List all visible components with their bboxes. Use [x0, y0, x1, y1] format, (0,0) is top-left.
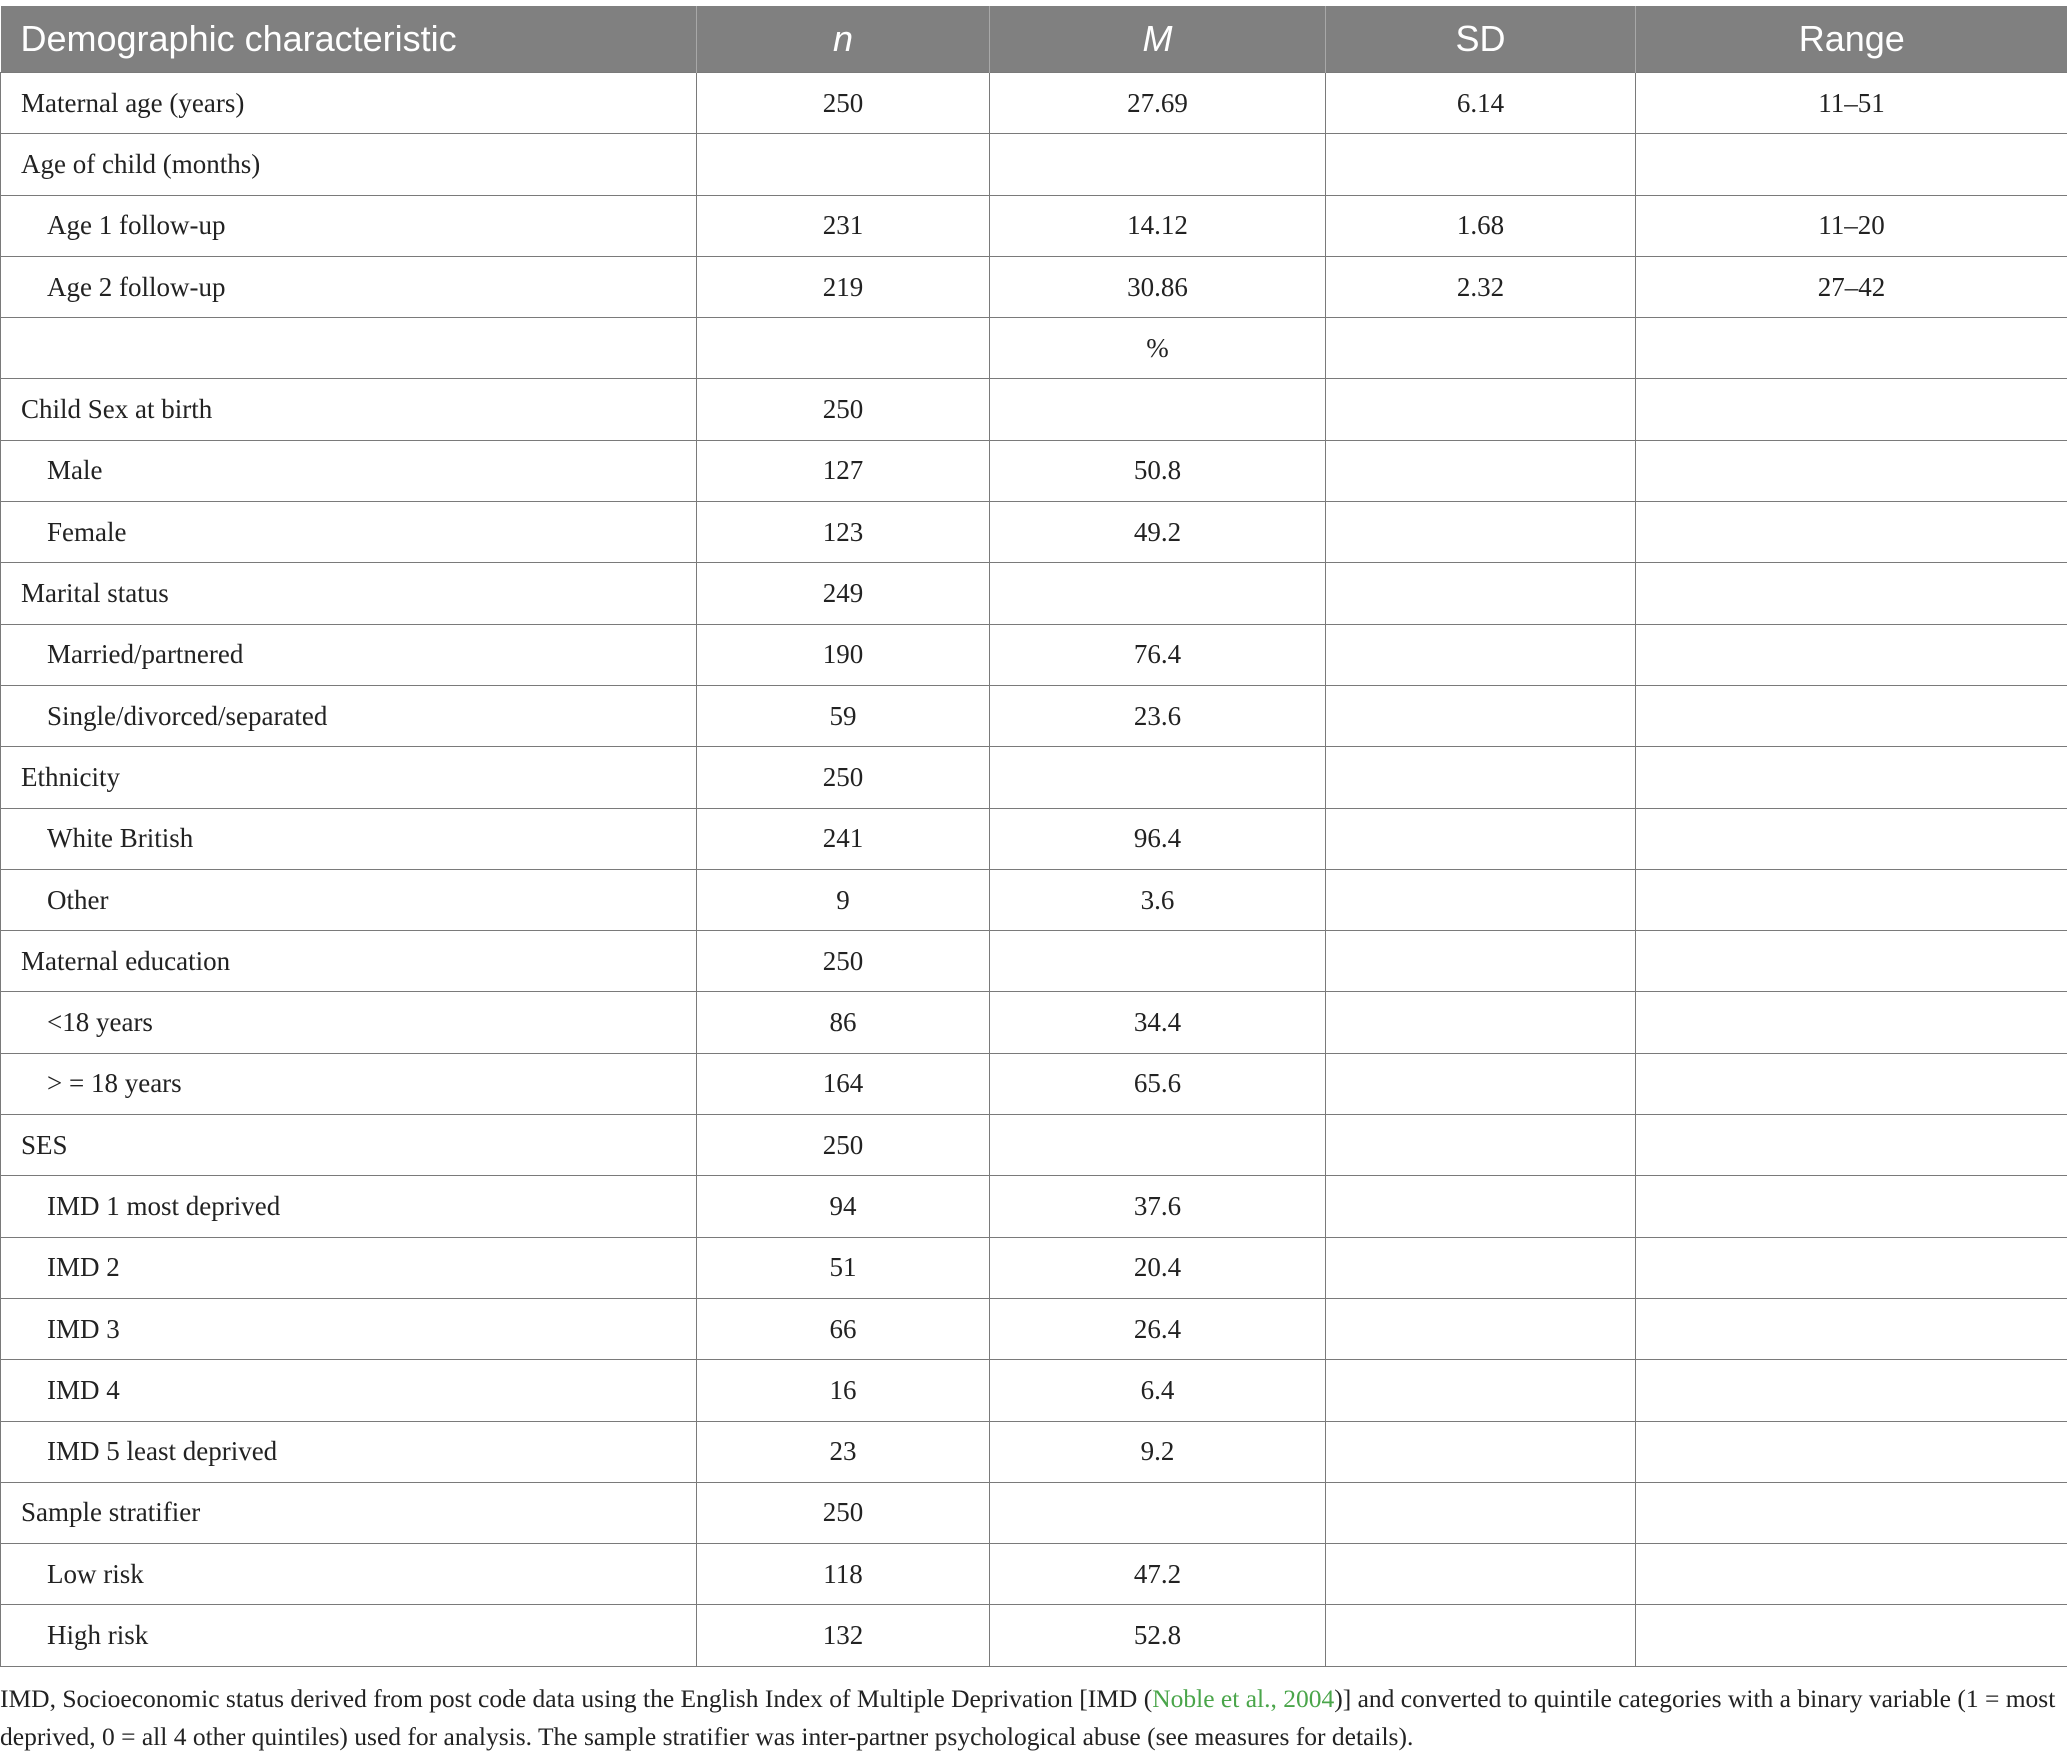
cell-mean: 3.6	[990, 869, 1326, 930]
row-label	[1, 318, 697, 379]
cell-sd	[1326, 440, 1636, 501]
row-label: Low risk	[1, 1544, 697, 1605]
cell-range	[1636, 1482, 2067, 1543]
cell-mean	[990, 379, 1326, 440]
row-label: <18 years	[1, 992, 697, 1053]
cell-sd	[1326, 992, 1636, 1053]
cell-sd	[1326, 931, 1636, 992]
footnote-text-before: IMD, Socioeconomic status derived from post code data using the English Index of Multiple Deprivation [IMD (	[0, 1684, 1153, 1713]
row-label: Male	[1, 440, 697, 501]
row-label: SES	[1, 1115, 697, 1176]
cell-sd	[1326, 1421, 1636, 1482]
cell-mean	[990, 563, 1326, 624]
cell-range	[1636, 379, 2067, 440]
header-mean: M	[990, 6, 1326, 73]
header-n: n	[697, 6, 990, 73]
table-row	[1, 931, 2067, 992]
cell-mean: 30.86	[990, 256, 1326, 317]
cell-mean: 76.4	[990, 624, 1326, 685]
row-label: Maternal age (years)	[1, 73, 697, 134]
cell-range	[1636, 318, 2067, 379]
table-row	[1, 1360, 2067, 1421]
cell-sd	[1326, 624, 1636, 685]
cell-range: 27–42	[1636, 256, 2067, 317]
row-label: IMD 5 least deprived	[1, 1421, 697, 1482]
cell-range: 11–51	[1636, 73, 2067, 134]
table-row	[1, 808, 2067, 869]
cell-n: 250	[697, 73, 990, 134]
row-label: Age of child (months)	[1, 134, 697, 195]
cell-sd	[1326, 502, 1636, 563]
cell-n: 51	[697, 1237, 990, 1298]
cell-n: 250	[697, 1482, 990, 1543]
row-label: > = 18 years	[1, 1053, 697, 1114]
cell-mean: 96.4	[990, 808, 1326, 869]
row-label: IMD 2	[1, 1237, 697, 1298]
cell-range	[1636, 747, 2067, 808]
cell-n: 231	[697, 195, 990, 256]
cell-n: 250	[697, 1115, 990, 1176]
cell-range	[1636, 1605, 2067, 1666]
cell-range	[1636, 624, 2067, 685]
cell-mean: 26.4	[990, 1298, 1326, 1359]
row-label: Single/divorced/separated	[1, 685, 697, 746]
cell-sd	[1326, 1544, 1636, 1605]
cell-n: 190	[697, 624, 990, 685]
table-row	[1, 379, 2067, 440]
row-label: IMD 4	[1, 1360, 697, 1421]
cell-range	[1636, 502, 2067, 563]
table-row	[1, 134, 2067, 195]
cell-sd	[1326, 869, 1636, 930]
row-label: Other	[1, 869, 697, 930]
row-label: High risk	[1, 1605, 697, 1666]
cell-range	[1636, 685, 2067, 746]
cell-mean: 14.12	[990, 195, 1326, 256]
cell-range	[1636, 931, 2067, 992]
cell-sd	[1326, 134, 1636, 195]
table-row	[1, 1421, 2067, 1482]
cell-mean: 23.6	[990, 685, 1326, 746]
demographics-table	[0, 6, 2067, 1667]
cell-n: 23	[697, 1421, 990, 1482]
cell-mean	[990, 931, 1326, 992]
cell-n: 127	[697, 440, 990, 501]
cell-n: 250	[697, 379, 990, 440]
footnote-reference-link[interactable]: Noble et al., 2004	[1152, 1684, 1335, 1713]
row-label: Child Sex at birth	[1, 379, 697, 440]
cell-n: 219	[697, 256, 990, 317]
cell-sd	[1326, 1605, 1636, 1666]
cell-mean: 52.8	[990, 1605, 1326, 1666]
cell-range	[1636, 808, 2067, 869]
cell-sd	[1326, 1053, 1636, 1114]
cell-range	[1636, 1360, 2067, 1421]
row-label: Age 1 follow-up	[1, 195, 697, 256]
table-row	[1, 992, 2067, 1053]
cell-sd: 6.14	[1326, 73, 1636, 134]
cell-mean: 9.2	[990, 1421, 1326, 1482]
table-row	[1, 440, 2067, 501]
table-row	[1, 73, 2067, 134]
table-row	[1, 1237, 2067, 1298]
footnote-text-after: )] and converted to quintile categories with a binary variable (1 = most deprived, 0 = all 4 other quintiles) used for analysis. The sample stratifier was inter-partner psychological abuse (see measures for details).	[0, 1684, 2056, 1751]
cell-n	[697, 134, 990, 195]
cell-range	[1636, 1544, 2067, 1605]
table-row	[1, 1053, 2067, 1114]
cell-n	[697, 318, 990, 379]
cell-range	[1636, 1115, 2067, 1176]
cell-sd	[1326, 563, 1636, 624]
table-footnote	[0, 1680, 2067, 1756]
cell-n: 94	[697, 1176, 990, 1237]
cell-mean: 27.69	[990, 73, 1326, 134]
header-demographic-characteristic: Demographic characteristic	[1, 6, 697, 73]
cell-range	[1636, 992, 2067, 1053]
cell-n: 250	[697, 747, 990, 808]
cell-range	[1636, 1053, 2067, 1114]
cell-sd	[1326, 1237, 1636, 1298]
table-row	[1, 1482, 2067, 1543]
cell-mean: 65.6	[990, 1053, 1326, 1114]
cell-n: 66	[697, 1298, 990, 1359]
cell-sd: 2.32	[1326, 256, 1636, 317]
cell-mean: 20.4	[990, 1237, 1326, 1298]
row-label: Age 2 follow-up	[1, 256, 697, 317]
table-row	[1, 1544, 2067, 1605]
cell-mean: %	[990, 318, 1326, 379]
row-label: Maternal education	[1, 931, 697, 992]
table-row	[1, 624, 2067, 685]
cell-range	[1636, 1237, 2067, 1298]
table-row	[1, 563, 2067, 624]
table-row	[1, 1298, 2067, 1359]
table-header-row	[1, 6, 2067, 73]
cell-sd	[1326, 1482, 1636, 1543]
cell-mean	[990, 747, 1326, 808]
table-row	[1, 685, 2067, 746]
cell-n: 241	[697, 808, 990, 869]
cell-sd	[1326, 808, 1636, 869]
cell-sd	[1326, 1298, 1636, 1359]
cell-sd	[1326, 1115, 1636, 1176]
cell-mean	[990, 1482, 1326, 1543]
cell-n: 249	[697, 563, 990, 624]
table-row	[1, 318, 2067, 379]
cell-n: 59	[697, 685, 990, 746]
cell-sd	[1326, 747, 1636, 808]
cell-n: 132	[697, 1605, 990, 1666]
cell-sd	[1326, 318, 1636, 379]
cell-sd	[1326, 685, 1636, 746]
table-row	[1, 747, 2067, 808]
cell-sd	[1326, 379, 1636, 440]
row-label: IMD 3	[1, 1298, 697, 1359]
cell-mean: 49.2	[990, 502, 1326, 563]
cell-n: 118	[697, 1544, 990, 1605]
cell-n: 123	[697, 502, 990, 563]
cell-mean: 47.2	[990, 1544, 1326, 1605]
cell-mean	[990, 1115, 1326, 1176]
row-label: Female	[1, 502, 697, 563]
row-label: White British	[1, 808, 697, 869]
cell-range	[1636, 440, 2067, 501]
row-label: Marital status	[1, 563, 697, 624]
cell-mean: 6.4	[990, 1360, 1326, 1421]
table-row	[1, 869, 2067, 930]
header-range: Range	[1636, 6, 2067, 73]
cell-sd: 1.68	[1326, 195, 1636, 256]
cell-range: 11–20	[1636, 195, 2067, 256]
cell-range	[1636, 134, 2067, 195]
cell-mean: 34.4	[990, 992, 1326, 1053]
cell-range	[1636, 1421, 2067, 1482]
table-row	[1, 1605, 2067, 1666]
cell-range	[1636, 1176, 2067, 1237]
row-label: Married/partnered	[1, 624, 697, 685]
table-row	[1, 1176, 2067, 1237]
cell-n: 250	[697, 931, 990, 992]
cell-sd	[1326, 1360, 1636, 1421]
row-label: Ethnicity	[1, 747, 697, 808]
cell-n: 16	[697, 1360, 990, 1421]
table-row	[1, 195, 2067, 256]
row-label: Sample stratifier	[1, 1482, 697, 1543]
table-row	[1, 502, 2067, 563]
row-label: IMD 1 most deprived	[1, 1176, 697, 1237]
cell-n: 164	[697, 1053, 990, 1114]
cell-range	[1636, 1298, 2067, 1359]
table-row	[1, 256, 2067, 317]
cell-n: 9	[697, 869, 990, 930]
cell-range	[1636, 869, 2067, 930]
table-row	[1, 1115, 2067, 1176]
cell-mean	[990, 134, 1326, 195]
cell-mean: 50.8	[990, 440, 1326, 501]
cell-sd	[1326, 1176, 1636, 1237]
cell-n: 86	[697, 992, 990, 1053]
cell-mean: 37.6	[990, 1176, 1326, 1237]
cell-range	[1636, 563, 2067, 624]
header-sd: SD	[1326, 6, 1636, 73]
